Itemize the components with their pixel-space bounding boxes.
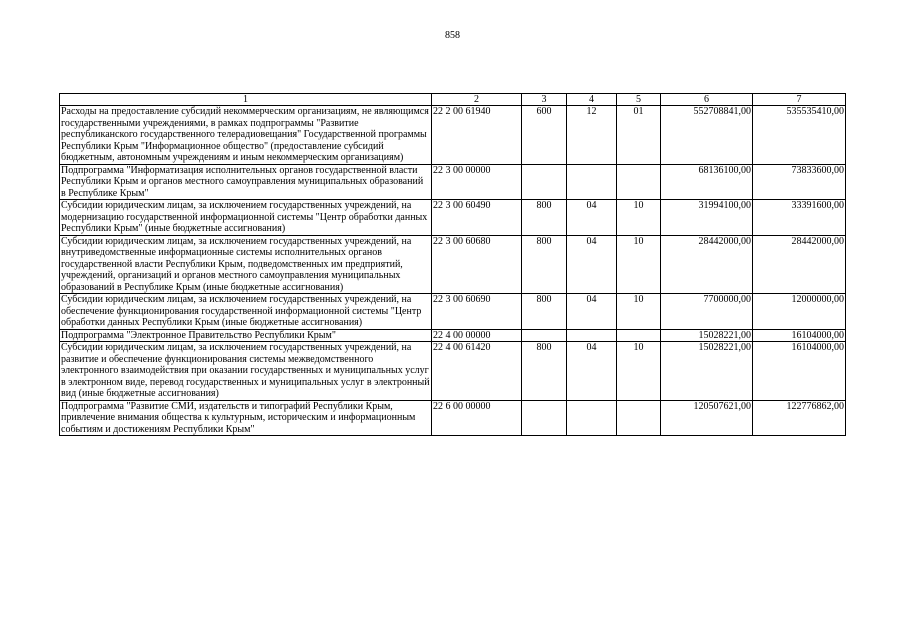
table-row	[60, 235, 846, 294]
row-sum-2: 12000000,00	[753, 294, 846, 330]
row-name: Субсидии юридическим лицам, за исключением государственных учреждений, на внутриведомственные информационные системы исполнительных органов государственной власти Республики Крым, подведомственных им предприятий, учреждений, организаций и органов местного самоуправления муниципальных образований в Республике Крым (иные бюджетные ассигнования)	[60, 235, 432, 294]
row-code: 22 3 00 60490	[432, 200, 522, 236]
row-sum-1: 15028221,00	[661, 342, 753, 401]
row-sum-2: 16104000,00	[753, 342, 846, 401]
table-row	[60, 106, 846, 165]
row-rz: 04	[567, 235, 617, 294]
budget-table	[59, 93, 846, 436]
row-pr: 10	[617, 235, 661, 294]
table-header-row	[60, 94, 846, 106]
row-vr: 800	[522, 294, 567, 330]
row-vr	[522, 164, 567, 200]
row-vr	[522, 329, 567, 342]
row-code: 22 3 00 60690	[432, 294, 522, 330]
row-pr	[617, 400, 661, 436]
row-name: Расходы на предоставление субсидий некоммерческим организациям, не являющимся государственными учреждениями, в рамках подпрограммы "Развитие республиканского государственного телерадиовещания" Государственной программы Республики Крым "Информационное общество" (предоставление субсидий бюджетным, автономным учреждениям и иным некоммерческим организациям)	[60, 106, 432, 165]
table-row	[60, 294, 846, 330]
row-sum-1: 31994100,00	[661, 200, 753, 236]
row-name: Субсидии юридическим лицам, за исключением государственных учреждений, на развитие и обеспечение функционирования системы межведомственного электронного взаимодействия при оказании государственных и муниципальных услуг в электронном виде, перевод государственных и муниципальных услуг в электронный вид (иные бюджетные ассигнования)	[61, 342, 430, 399]
row-code: 22 4 00 00000	[432, 329, 522, 342]
row-pr: 10	[617, 342, 661, 401]
row-sum-2: 535535410,00	[753, 106, 846, 165]
row-sum-2: 28442000,00	[753, 235, 846, 294]
row-sum-2: 16104000,00	[753, 329, 846, 342]
row-pr: 10	[617, 200, 661, 236]
row-rz: 04	[567, 342, 617, 401]
row-sum-1: 68136100,00	[661, 164, 753, 200]
page-number: 858	[445, 30, 460, 41]
row-vr: 800	[522, 342, 567, 401]
row-code: 22 6 00 00000	[432, 400, 522, 436]
row-sum-1: 15028221,00	[661, 329, 753, 342]
row-sum-2: 73833600,00	[753, 164, 846, 200]
row-pr	[617, 329, 661, 342]
header-cell: 6	[661, 94, 753, 106]
row-name: Подпрограмма "Информатизация исполнительных органов государственной власти Республики Крым и органов местного самоуправления муниципальных образований в Республике Крым"	[60, 164, 432, 200]
row-sum-1: 28442000,00	[661, 235, 753, 294]
row-vr: 800	[522, 200, 567, 236]
header-cell: 2	[432, 94, 522, 106]
header-cell: 7	[753, 94, 846, 106]
row-code: 22 4 00 61420	[432, 342, 522, 401]
row-name: Субсидии юридическим лицам, за исключением государственных учреждений, на модернизацию государственной информационной системы "Центр обработки данных Республики Крым" (иные бюджетные ассигнования)	[60, 200, 432, 236]
row-rz	[567, 400, 617, 436]
row-pr: 10	[617, 294, 661, 330]
row-name: Подпрограмма "Электронное Правительство Республики Крым"	[60, 329, 432, 342]
header-cell: 1	[60, 94, 432, 106]
row-code: 22 3 00 60680	[432, 235, 522, 294]
table-row	[60, 200, 846, 236]
row-name: Субсидии юридическим лицам, за исключением государственных учреждений, на обеспечение функционирования государственной информационной системы "Центр обработки данных Республики Крым (иные бюджетные ассигнования)	[60, 294, 432, 330]
row-rz: 04	[567, 200, 617, 236]
table-row	[60, 329, 846, 342]
row-name: Подпрограмма "Развитие СМИ, издательств и типографий Республики Крым, привлечение внимания общества к культурным, историческим и информационным событиям и достижениям Республики Крым"	[60, 400, 432, 436]
row-sum-2: 33391600,00	[753, 200, 846, 236]
row-sum-2: 122776862,00	[753, 400, 846, 436]
row-rz	[567, 329, 617, 342]
row-rz: 12	[567, 106, 617, 165]
row-rz: 04	[567, 294, 617, 330]
header-cell: 3	[522, 94, 567, 106]
header-cell: 4	[567, 94, 617, 106]
row-pr	[617, 164, 661, 200]
row-vr	[522, 400, 567, 436]
row-pr: 01	[617, 106, 661, 165]
row-sum-1: 552708841,00	[661, 106, 753, 165]
header-cell: 5	[617, 94, 661, 106]
row-code: 22 3 00 00000	[432, 164, 522, 200]
row-sum-1: 7700000,00	[661, 294, 753, 330]
row-vr: 800	[522, 235, 567, 294]
row-rz	[567, 164, 617, 200]
row-code: 22 2 00 61940	[432, 106, 522, 165]
table-row	[60, 164, 846, 200]
table-row	[60, 400, 846, 436]
row-vr: 600	[522, 106, 567, 165]
row-sum-1: 120507621,00	[661, 400, 753, 436]
table-row	[60, 342, 846, 401]
